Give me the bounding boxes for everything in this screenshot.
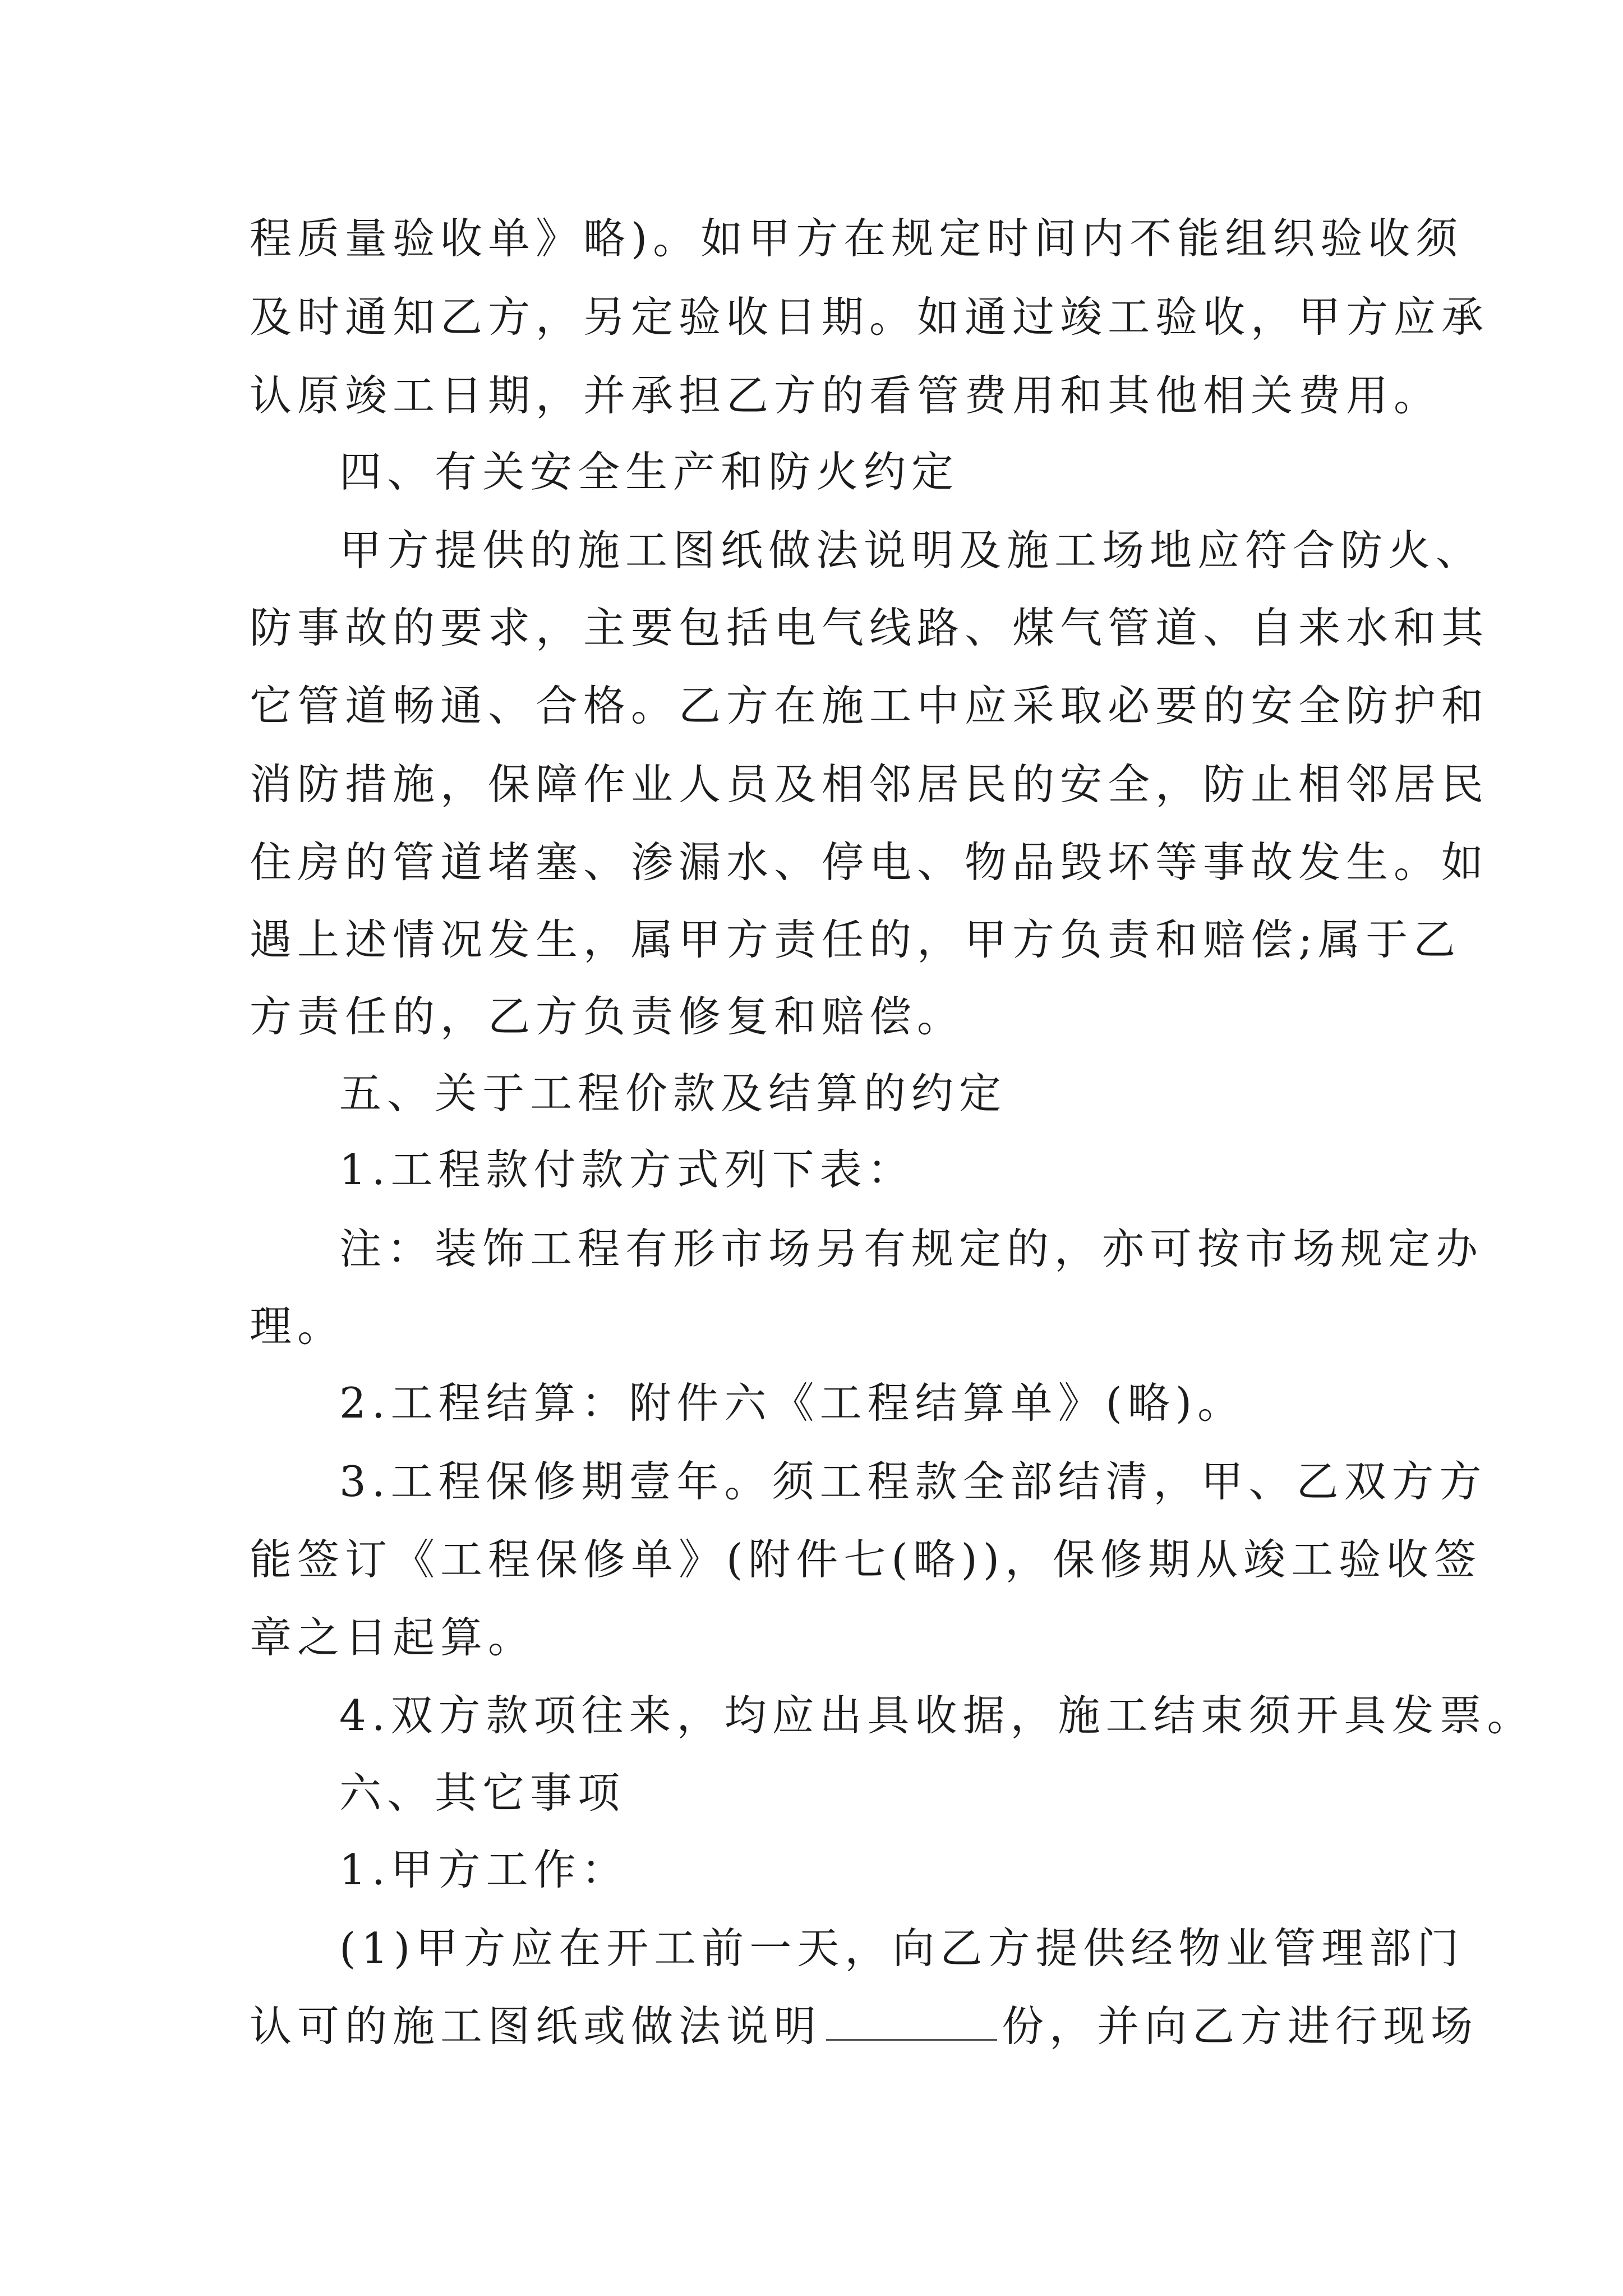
section-heading: 四、有关安全生产和防火约定	[339, 447, 960, 496]
paragraph-line: 理。	[250, 1301, 345, 1351]
paragraph-line: 防事故的要求，主要包括电气线路、煤气管道、自来水和其	[250, 603, 1490, 652]
paragraph-line: 章之日起算。	[250, 1613, 536, 1662]
paragraph-line: (1)甲方应在开工前一天，向乙方提供经物业管理部门	[339, 1924, 1465, 1973]
paragraph-line: 1.甲方工作：	[339, 1845, 629, 1894]
paragraph-line: 4.双方款项往来，均应出具收据，施工结束须开具发票。	[339, 1691, 1535, 1740]
fill-in-blank	[826, 2002, 997, 2041]
paragraph-line: 3.工程保修期壹年。须工程款全部结清，甲、乙双方方	[339, 1457, 1487, 1506]
paragraph-line: 方责任的，乙方负责修复和赔偿。	[250, 992, 965, 1041]
paragraph-line: 程质量验收单》略)。如甲方在规定时间内不能组织验收须	[250, 214, 1464, 263]
paragraph-line: 它管道畅通、合格。乙方在施工中应采取必要的安全防护和	[250, 681, 1490, 730]
text-before-blank: 认可的施工图纸或做法说明	[250, 2001, 822, 2051]
paragraph-line: 甲方提供的施工图纸做法说明及施工场地应符合防火、	[339, 526, 1484, 575]
paragraph-line: 认原竣工日期，并承担乙方的看管费用和其他相关费用。	[250, 371, 1442, 420]
paragraph-line: 1.工程款付款方式列下表：	[339, 1145, 915, 1194]
text-after-blank: 份，并向乙方进行现场	[1002, 2001, 1479, 2051]
paragraph-line: 能签订《工程保修单》(附件七(略))，保修期从竣工验收签	[250, 1535, 1482, 1584]
paragraph-line: 遇上述情况发生，属甲方责任的，甲方负责和赔偿;属于乙	[250, 915, 1461, 964]
section-heading: 五、关于工程价款及结算的约定	[339, 1069, 1007, 1118]
paragraph-line: 住房的管道堵塞、渗漏水、停电、物品毁坏等事故发生。如	[250, 838, 1490, 887]
paragraph-line	[250, 1995, 1478, 2057]
paragraph-line: 消防措施，保障作业人员及相邻居民的安全，防止相邻居民	[250, 760, 1490, 809]
paragraph-line: 及时通知乙方，另定验收日期。如通过竣工验收，甲方应承	[250, 292, 1490, 342]
section-heading: 六、其它事项	[339, 1768, 626, 1818]
paragraph-line: 注：装饰工程有形市场另有规定的，亦可按市场规定办	[339, 1224, 1484, 1273]
paragraph-line: 2.工程结算：附件六《工程结算单》(略)。	[339, 1378, 1246, 1428]
